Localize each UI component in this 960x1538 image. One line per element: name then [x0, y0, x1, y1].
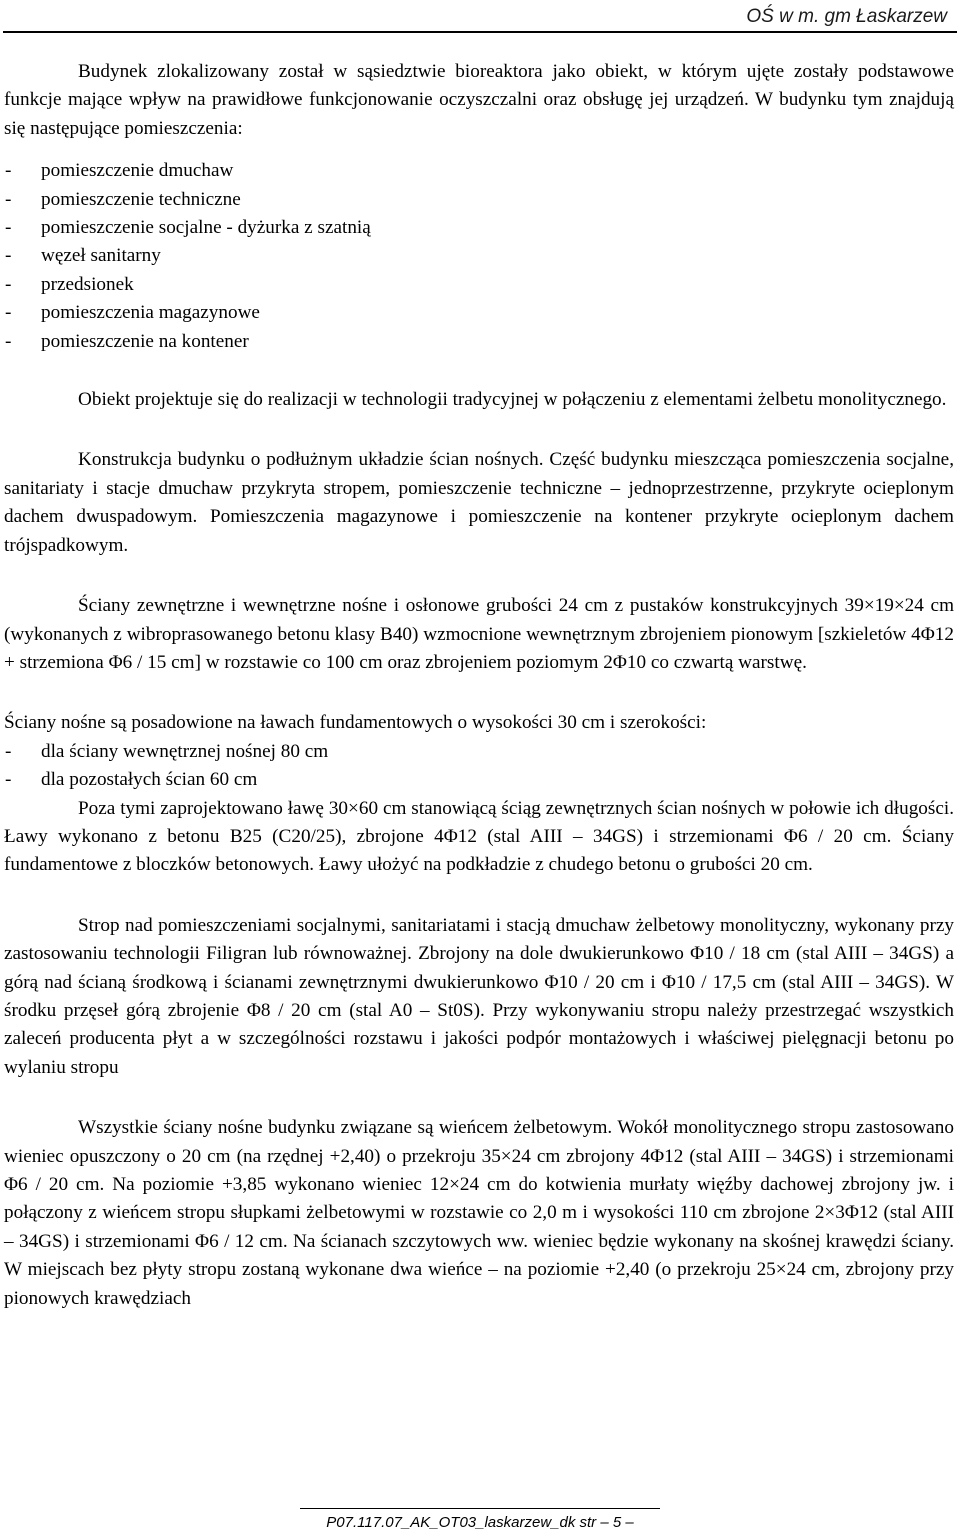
document-body	[4, 58, 954, 1313]
list-item: - węzeł sanitarny	[4, 242, 954, 270]
foundation-widths-list	[4, 738, 954, 795]
spacer	[4, 356, 954, 386]
technology-paragraph: Obiekt projektuje się do realizacji w technologii tradycyjnej w połączeniu z elementami żelbetu monolitycznego.	[78, 389, 947, 411]
list-item: - pomieszczenie socjalne - dyżurka z szatnią	[4, 214, 954, 242]
footer-divider	[300, 1508, 660, 1509]
page-header-title: OŚ w m. gm Łaskarzew	[746, 6, 947, 27]
list-item: - dla pozostałych ścian 60 cm	[4, 766, 954, 794]
spacer	[4, 143, 954, 157]
foundation-intro: Ściany nośne są posadowione na ławach fundamentowych o wysokości 30 cm i szerokości:	[4, 712, 707, 734]
spacer	[4, 414, 954, 446]
header-divider	[3, 31, 957, 33]
page-footer: P07.117.07_AK_OT03_laskarzew_dk str – 5 –	[326, 1514, 634, 1531]
footing-paragraph: Poza tymi zaprojektowano ławę 30×60 cm stanowiącą ściąg zewnętrznych ścian nośnych w połowie ich długości. Ławy wykonano z betonu B25 (C20/25), zbrojone 4Φ12 (stal AIII – 34GS) i strzemionami Φ6 / 20 cm. Ściany fundamentowe z bloczków betonowych. Ławy ułożyć na podkładzie z chudego betonu o grubości 20 cm.	[4, 797, 954, 876]
list-item: - przedsionek	[4, 271, 954, 299]
list-item: - pomieszczenie techniczne	[4, 186, 954, 214]
structure-paragraph: Konstrukcja budynku o podłużnym układzie ścian nośnych. Część budynku mieszcząca pomieszczenia socjalne, sanitariaty i stacje dmuchaw przykryta stropem, pomieszczenie techniczne – jednoprzestrzenne, przykryte ocieplonym dachem dwuspadowym. Pomieszczenia magazynowe i pomieszczenie na kontener przykryte ocieplonym dachem trójspadkowym.	[4, 449, 954, 556]
list-item: - pomieszczenia magazynowe	[4, 299, 954, 327]
list-item: - dla ściany wewnętrznej nośnej 80 cm	[4, 738, 954, 766]
slab-paragraph: Strop nad pomieszczeniami socjalnymi, sanitariatami i stacją dmuchaw żelbetowy monolityczny, wykonany przy zastosowaniu technologii Filigran lub równoważnej. Zbrojony na dole dwukierunkowo Φ10 / 18 cm (stal AIII – 34GS) a górą nad ścianą środkową i ścianami zewnętrznymi dwukierunkowo Φ10 / 20 cm i Φ10 / 17,5 cm (stal AIII – 34GS). W środku przęseł górą zbrojenie Φ8 / 20 cm (stal A0 – St0S). Przy wykonywaniu stropu należy przestrzegać wszystkich zaleceń producenta płyt a w szczególności rozstawu i jakości podpór montażowych i właściwej pielęgnacji betonu po wylaniu stropu	[4, 914, 954, 1078]
rooms-list	[4, 157, 954, 356]
walls-paragraph: Ściany zewnętrzne i wewnętrzne nośne i osłonowe grubości 24 cm z pustaków konstrukcyjnych 39×19×24 cm (wykonanych z wibroprasowanego betonu klasy B40) wzmocnione wewnętrznym zbrojeniem pionowym [szkieletów 4Φ12 + strzemiona Φ6 / 15 cm] w rozstawie co 100 cm oraz zbrojeniem poziomym 2Φ10 co czwartą warstwę.	[4, 595, 954, 673]
ring-beam-paragraph: Wszystkie ściany nośne budynku związane są wieńcem żelbetowym. Wokół monolitycznego stropu zastosowano wieniec opuszczony o 20 cm (na rzędnej +2,40) o przekroju 35×24 cm zbrojony 4Φ12 (stal AIII – 34GS) i strzemionami Φ6 / 20 cm. Na poziomie +3,85 wykonano wieniec 12×24 cm do kotwienia murłaty więźby dachowej zbrojony jw. i połączony z wieńcem stropu słupkami żelbetowymi w rozstawie co 2,0 m i wysokości 110 cm zbrojone 2×3Φ12 (stal AIII – 34GS) i strzemionami Φ6 / 12 cm. Na ścianach szczytowych ww. wieniec będzie wykonany na skośnej krawędzi ściany. W miejscach bez płyty stropu zostaną wykonane dwa wieńce – na poziomie +2,40 (o przekroju 25×24 cm, zbrojony przy pionowych krawędziach	[4, 1117, 954, 1309]
list-item: - pomieszczenie dmuchaw	[4, 157, 954, 185]
list-item: - pomieszczenie na kontener	[4, 328, 954, 356]
intro-paragraph: Budynek zlokalizowany został w sąsiedztwie bioreaktora jako obiekt, w którym ujęte zostały podstawowe funkcje mające wpływ na prawidłowe funkcjonowanie oczyszczalni oraz obsługę jej urządzeń. W budynku tym znajdują się następujące pomieszczenia:	[4, 61, 954, 139]
spacer	[4, 880, 954, 912]
spacer	[4, 560, 954, 592]
spacer	[4, 677, 954, 709]
spacer	[4, 1082, 954, 1114]
